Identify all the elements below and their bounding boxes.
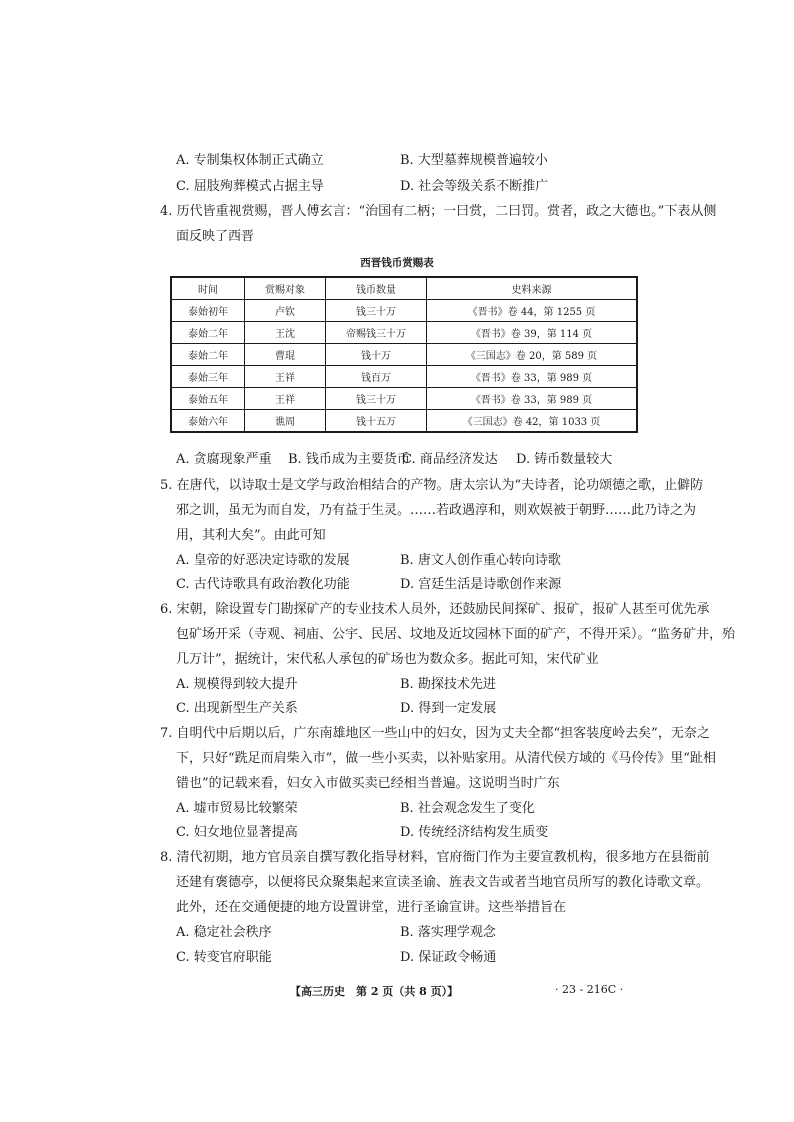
- q5-stem-line-3: 用，其利大矣”。由此可知: [176, 528, 326, 543]
- table-cell-recipient: 卢钦: [245, 300, 326, 322]
- q7-stem-line-3: 错也”的记载来看，妇女入市做买卖已经相当普遍。这说明当时广东: [176, 776, 560, 791]
- q4-grant-table: [170, 276, 638, 433]
- table-cell-source: 《晋书》卷 39，第 114 页: [427, 322, 638, 344]
- table-header-source: 史料来源: [427, 277, 638, 300]
- table-cell-recipient: 王沈: [245, 322, 326, 344]
- table-cell-source: 《晋书》卷 33，第 989 页: [427, 366, 638, 388]
- q6-stem-line-2: 包矿场开采（寺观、祠庙、公宇、民居、坟地及近坟园林下面的矿产，不得开采）。“监务矿井，殆: [176, 627, 736, 642]
- q8-stem-line-3: 此外，还在交通便捷的地方设置讲堂，进行圣谕宣讲。这些举措旨在: [176, 900, 567, 915]
- q8-option-d: D. 保证政令畅通: [400, 950, 497, 965]
- q6-option-a: A. 规模得到较大提升: [176, 677, 298, 692]
- table-row: [171, 388, 637, 410]
- table-cell-time: 泰始二年: [171, 322, 245, 344]
- q6-option-c: C. 出现新型生产关系: [176, 701, 298, 716]
- q3-option-b: B. 大型墓葬规模普遍较小: [400, 153, 548, 168]
- table-cell-source: 《三国志》卷 42，第 1033 页: [427, 410, 638, 433]
- q4-option-c: C. 商品经济发达: [402, 452, 498, 467]
- q8-option-a: A. 稳定社会秩序: [176, 925, 272, 940]
- table-cell-recipient: 谯周: [245, 410, 326, 433]
- table-cell-time: 泰始五年: [171, 388, 245, 410]
- q7-stem-line-1: 7. 自明代中后期以后，广东南雄地区一些山中的妇女，因为丈夫全都“担客装度岭去矣”，无奈之: [160, 726, 710, 741]
- q8-option-c: C. 转变官府职能: [176, 950, 272, 965]
- table-header-row: [171, 277, 637, 300]
- q5-option-d: D. 宫廷生活是诗歌创作来源: [400, 577, 562, 592]
- q7-option-a: A. 墟市贸易比较繁荣: [176, 801, 298, 816]
- table-cell-source: 《三国志》卷 20，第 589 页: [427, 344, 638, 366]
- q4-stem-line-2: 面反映了西晋: [176, 229, 255, 244]
- q3-option-d: D. 社会等级关系不断推广: [400, 179, 549, 194]
- table-row: [171, 322, 637, 344]
- table-cell-recipient: 曹琨: [245, 344, 326, 366]
- q4-table-title: 西晋钱币赏赐表: [360, 257, 434, 269]
- q8-option-b: B. 落实理学观念: [400, 925, 496, 940]
- table-row: [171, 300, 637, 322]
- q3-option-c: C. 屈肢殉葬模式占据主导: [176, 179, 324, 194]
- table-header-amount: 钱币数量: [326, 277, 427, 300]
- q6-option-b: B. 勘探技术先进: [400, 677, 496, 692]
- q5-stem-line-2: 邪之训，虽无为而自发，乃有益于生灵。……若政遇淳和，则欢娱被于朝野……此乃诗之为: [176, 503, 697, 518]
- q5-stem-line-1: 5. 在唐代，以诗取士是文学与政治相结合的产物。唐太宗认为“夫诗者，论功颂德之歌，止僻防: [160, 478, 704, 493]
- table-row: [171, 410, 637, 433]
- table-header-recipient: 赏赐对象: [245, 277, 326, 300]
- q7-option-b: B. 社会观念发生了变化: [400, 801, 535, 816]
- table-cell-amount: 帝赐钱三十万: [326, 322, 427, 344]
- table-cell-source: 《晋书》卷 44，第 1255 页: [427, 300, 638, 322]
- q6-option-d: D. 得到一定发展: [400, 701, 497, 716]
- page-footer-code: · 23 - 216C ·: [555, 983, 624, 996]
- table-cell-time: 泰始六年: [171, 410, 245, 433]
- q5-option-a: A. 皇帝的好恶决定诗歌的发展: [176, 553, 350, 568]
- q7-option-c: C. 妇女地位显著提高: [176, 825, 298, 840]
- table-row: [171, 344, 637, 366]
- page-footer-label: 【高三历史 第 2 页（共 8 页）】: [290, 985, 459, 998]
- table-cell-amount: 钱三十万: [326, 300, 427, 322]
- table-cell-amount: 钱十五万: [326, 410, 427, 433]
- table-cell-amount: 钱三十万: [326, 388, 427, 410]
- table-cell-recipient: 王祥: [245, 366, 326, 388]
- table-cell-time: 泰始初年: [171, 300, 245, 322]
- table-cell-source: 《晋书》卷 33，第 989 页: [427, 388, 638, 410]
- q5-option-b: B. 唐文人创作重心转向诗歌: [400, 553, 561, 568]
- table-cell-time: 泰始二年: [171, 344, 245, 366]
- q7-option-d: D. 传统经济结构发生质变: [400, 825, 549, 840]
- table-cell-time: 泰始三年: [171, 366, 245, 388]
- q4-option-b: B. 钱币成为主要货币: [288, 452, 410, 467]
- q6-stem-line-1: 6. 宋朝，除设置专门勘探矿产的专业技术人员外，还鼓励民间探矿、报矿，报矿人甚至可优先承: [160, 602, 710, 617]
- q4-option-a: A. 贪腐现象严重: [176, 452, 272, 467]
- table-row: [171, 366, 637, 388]
- q3-option-a: A. 专制集权体制正式确立: [176, 153, 324, 168]
- q4-option-d: D. 铸币数量较大: [516, 452, 613, 467]
- table-cell-recipient: 王祥: [245, 388, 326, 410]
- q4-stem-line-1: 4. 历代皆重视赏赐，晋人傅玄言：“治国有二柄；一曰赏，二曰罚。赏者，政之大德也。”下表从侧: [160, 204, 717, 219]
- q6-stem-line-3: 几万计”，据统计，宋代私人承包的矿场也为数众多。据此可知，宋代矿业: [176, 652, 599, 667]
- table-cell-amount: 钱百万: [326, 366, 427, 388]
- q7-stem-line-2: 下，只好“跣足而肩柴入市”，做一些小买卖，以补贴家用。从清代侯方域的《马伶传》里“趾相: [176, 751, 716, 766]
- q5-option-c: C. 古代诗歌具有政治教化功能: [176, 577, 350, 592]
- table-header-time: 时间: [171, 277, 245, 300]
- q8-stem-line-2: 还建有褒德亭，以便将民众聚集起来宣读圣谕、旌表文告或者当地官员所写的教化诗歌文章。: [176, 875, 710, 890]
- q8-stem-line-1: 8. 清代初期，地方官员亲自撰写教化指导材料，官府衙门作为主要宣教机构，很多地方在县衙前: [160, 850, 710, 865]
- table-cell-amount: 钱十万: [326, 344, 427, 366]
